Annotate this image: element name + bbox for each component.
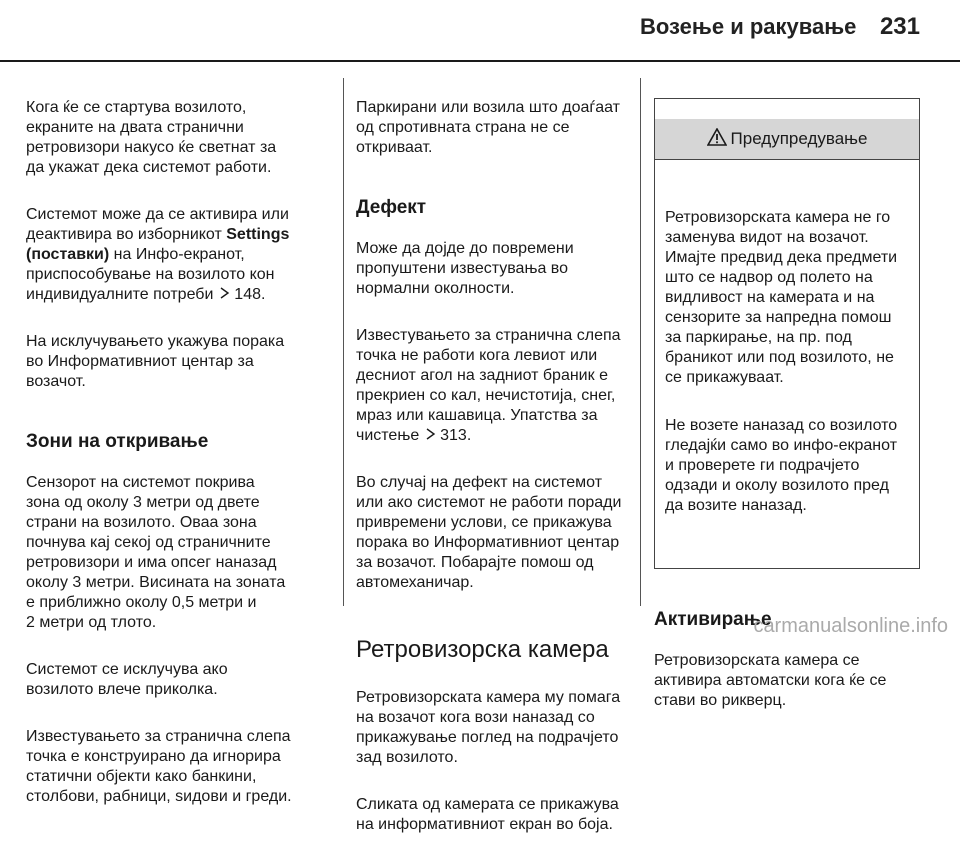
paragraph: Ретровизорската камера му помага на возачот кога вози наназад со прикажување поглед на подрачјето зад возилото. (356, 689, 621, 766)
paragraph: Ретровизорската камера се активира автоматски кога ќе се стави во рикверц. (654, 652, 887, 709)
heading-detection-zones: Зони на откривање (26, 431, 209, 452)
paragraph: Сликата од камерата се прикажува на информативниот екран во боја. (356, 796, 619, 833)
warning-box (654, 98, 920, 569)
paragraph: Известувањето за странична слепа точка е конструирано да игнорира статични објекти како банкини, столбови, рабници, ѕидови и греди. (26, 728, 292, 805)
heading-rear-camera: Ретровизорска камера (356, 636, 609, 663)
settings-menu-label: Settings (поставки) (26, 226, 290, 263)
page-number: 231 (879, 13, 920, 40)
page-ref-arrow-icon (424, 427, 440, 444)
column-3 (654, 78, 920, 738)
paragraph: Може да дојде до повремени пропуштени известувања во нормални околности. (356, 240, 574, 297)
column-2 (356, 78, 631, 862)
warning-triangle-icon (707, 128, 727, 151)
warning-paragraph: Ретровизорската камера не го заменува видот на возачот. Имајте предвид дека предмети што се надвор од полето на видливост на камерата и на сензорите за напредна помош за паркирање, на пр. под браникот или под возилото, не се прикажуваат. (665, 209, 898, 386)
warning-paragraph: Не возете наназад со возилото гледајќи само во инфо-екранот и проверете ги подрачјето одзади и околу возилото пред да возите наназад. (665, 417, 898, 514)
text: Системот може да се активира или деактивира во изборникот (26, 206, 289, 243)
page-ref-arrow-icon (218, 286, 234, 303)
paragraph: Паркирани или возила што доаѓаат од спротивната страна не се откриваат. (356, 99, 620, 156)
column-divider-2 (640, 78, 641, 606)
text: Известувањето за странична слепа точка не работи кога левиот или десниот агол на задниот браник е прекриен со кал, нечистотија, снег, мраз или кашавица. Упатства за чистење (356, 327, 621, 444)
paragraph: Сензорот на системот покрива зона од околу 3 метри од двете страни на возилото. Оваа зона почнува кај секој од страничните ретровизори и има опсег наназад околу 3 метри. Висината на зоната е приближно околу 0,5 метри и 2 метри од тлото. (26, 474, 286, 631)
paragraph-settings (26, 205, 331, 305)
warning-header (655, 119, 919, 160)
paragraph: Во случај на дефект на системот или ако системот не работи поради привремени услови, се прикажува порака во Информативниот центар за возачот. Побарајте помош од автомеханичар. (356, 474, 622, 591)
page-ref: 148. (234, 286, 266, 303)
warning-title: Предупредување (730, 129, 868, 148)
paragraph: На исклучувањето укажува порака во Информативниот центар за возачот. (26, 333, 285, 390)
column-1 (26, 78, 331, 834)
heading-fault: Дефект (356, 197, 427, 218)
header-divider (0, 60, 960, 62)
text: на Инфо-екранот, приспособување на возилото кон индивидуалните потреби (26, 246, 275, 303)
paragraph-cleaning (356, 326, 631, 446)
paragraph: Системот се исклучува ако возилото влече приколка. (26, 661, 228, 698)
page-ref: 313. (440, 427, 472, 444)
column-divider-1 (343, 78, 344, 606)
paragraph: Кога ќе се стартува возилото, екраните на двата странични ретровизори накусо ќе светнат за да укажат дека системот работи. (26, 99, 277, 176)
watermark: carmanualsonline.info (753, 615, 948, 637)
section-title: Возење и ракување (640, 14, 857, 39)
warning-body (655, 180, 919, 548)
heading-activation: Активирање (654, 609, 772, 630)
